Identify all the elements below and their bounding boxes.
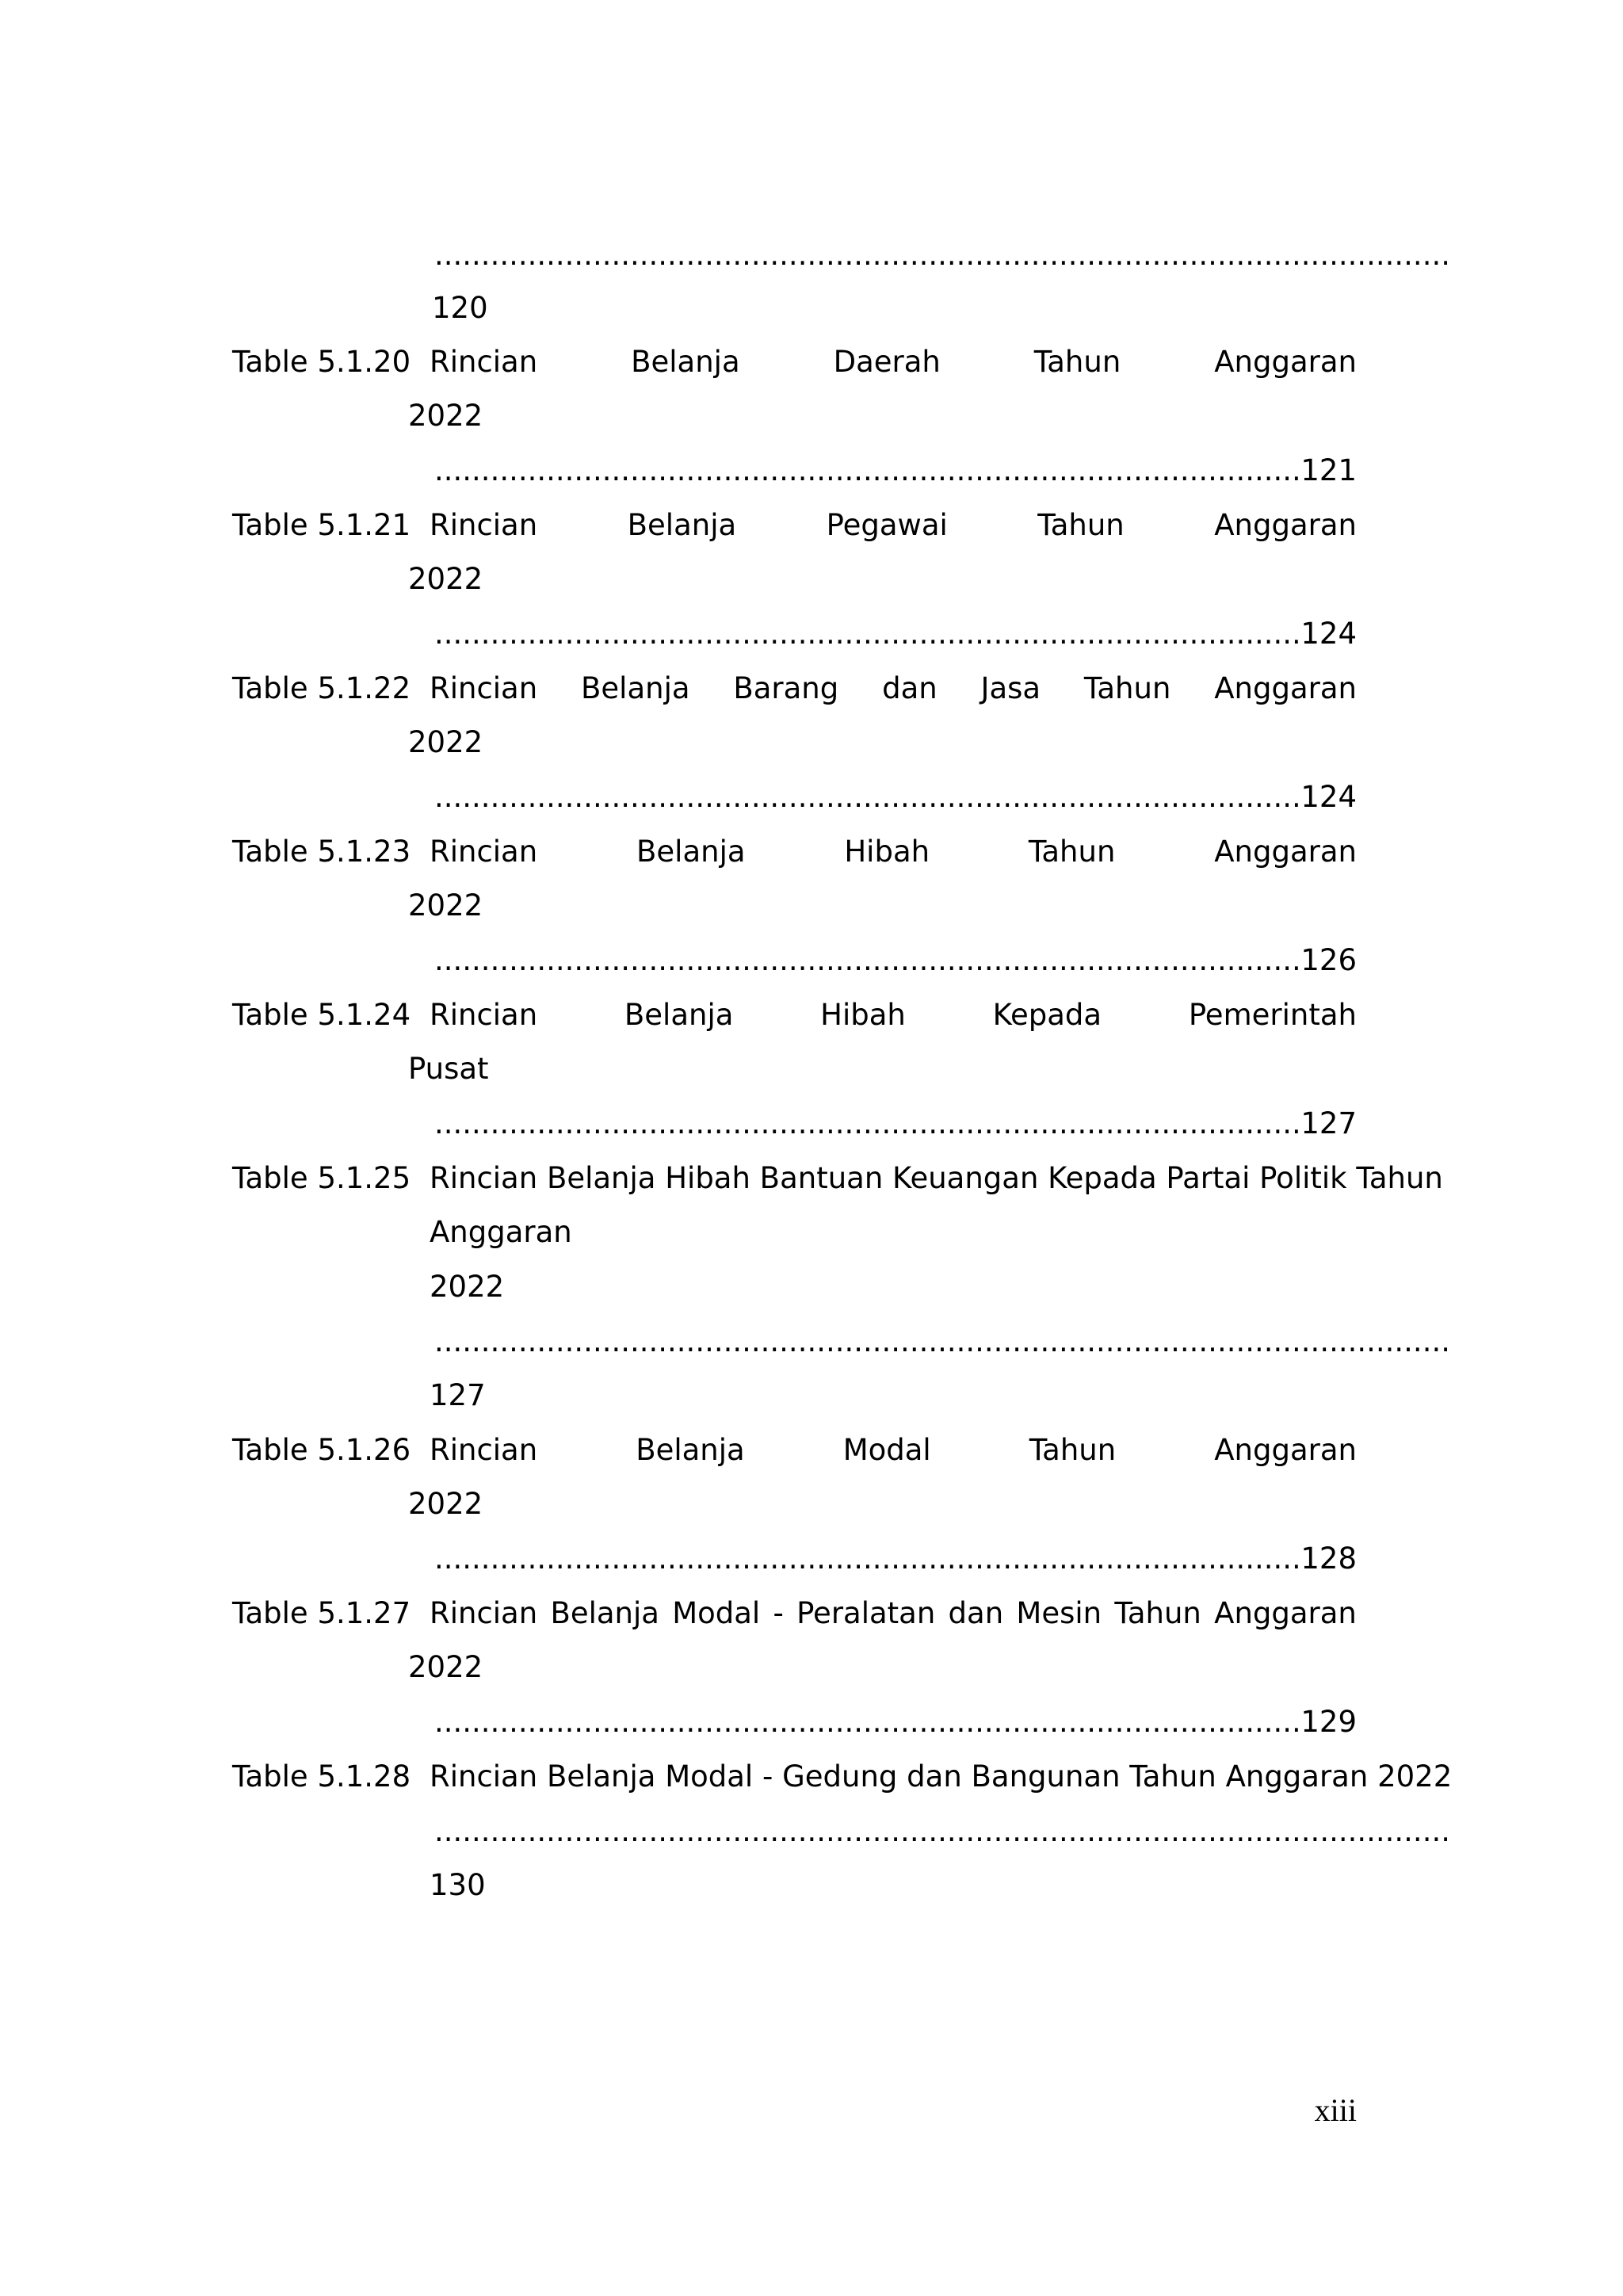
toc-entry-title-cont: Pusat [408,1052,489,1086]
toc-entry-title-cont: 2022 [408,888,483,923]
toc-page-number: 127 [1300,1106,1357,1140]
toc-leader [434,617,1357,651]
toc-leader-dots [434,1327,1450,1356]
toc-entry-title-cont: Anggaran [430,1215,572,1249]
toc-leader [434,782,1357,812]
toc-leader [434,943,1357,977]
toc-entry-title-cont: 2022 [408,1650,483,1684]
toc-page-number: 127 [430,1378,486,1412]
toc-entry-title-cont: 2022 [430,1270,505,1304]
toc-page-number: 124 [1300,780,1357,814]
toc-leader-dots [434,240,1450,269]
toc-entry-title-cont: 2022 [408,562,483,596]
toc-entry-label: Table 5.1.28 [232,1759,411,1794]
toc-entry-label: Table 5.1.20 [232,345,411,379]
page-number: xiii [1314,2092,1357,2128]
toc-leader [434,453,1357,487]
toc-entry-title: Rincian Belanja Pegawai Tahun Anggaran [430,508,1357,542]
toc-entry-title: Rincian Belanja Modal - Peralatan dan Mesin Tahun Anggaran [430,1596,1357,1630]
toc-leader [434,1541,1357,1576]
toc-entry-title-cont: 2022 [408,1487,483,1521]
toc-entry-label: Table 5.1.24 [232,998,411,1032]
toc-entry-title: Rincian Belanja Hibah Bantuan Keuangan Kepada Partai Politik Tahun [430,1161,1443,1195]
toc-entry-label: Table 5.1.25 [232,1161,411,1195]
toc-entry-title: Rincian Belanja Barang dan Jasa Tahun Anggaran [430,671,1357,705]
toc-entry-label: Table 5.1.21 [232,508,411,542]
toc-leader-dots [434,1817,1450,1846]
toc-entry-label: Table 5.1.27 [232,1596,411,1630]
toc-entry-label: Table 5.1.22 [232,671,411,705]
toc-entry-title: Rincian Belanja Hibah Tahun Anggaran [430,835,1357,869]
toc-page-number: 121 [1300,453,1357,487]
toc-entry-title: Rincian Belanja Daerah Tahun Anggaran [430,345,1357,379]
toc-entry-title: Rincian Belanja Hibah Kepada Pemerintah [430,998,1357,1032]
toc-leader [434,1106,1357,1140]
toc-entry-label: Table 5.1.26 [232,1433,411,1467]
toc-entry-title: Rincian Belanja Modal - Gedung dan Bangunan Tahun Anggaran 2022 [430,1759,1453,1794]
toc-page-number: 129 [1300,1705,1357,1739]
toc-leader [434,1705,1357,1739]
toc-entry-title-cont: 2022 [408,399,483,433]
toc-page-number: 128 [1300,1541,1357,1576]
toc-page-number: 124 [1300,617,1357,651]
toc-entry-label: Table 5.1.23 [232,835,411,869]
toc-page-number: 130 [430,1868,486,1902]
toc-page-number: 120 [432,291,488,325]
toc-entry-title-cont: 2022 [408,725,483,759]
toc-entry-title: Rincian Belanja Modal Tahun Anggaran [430,1433,1357,1467]
toc-page-number: 126 [1300,943,1357,977]
